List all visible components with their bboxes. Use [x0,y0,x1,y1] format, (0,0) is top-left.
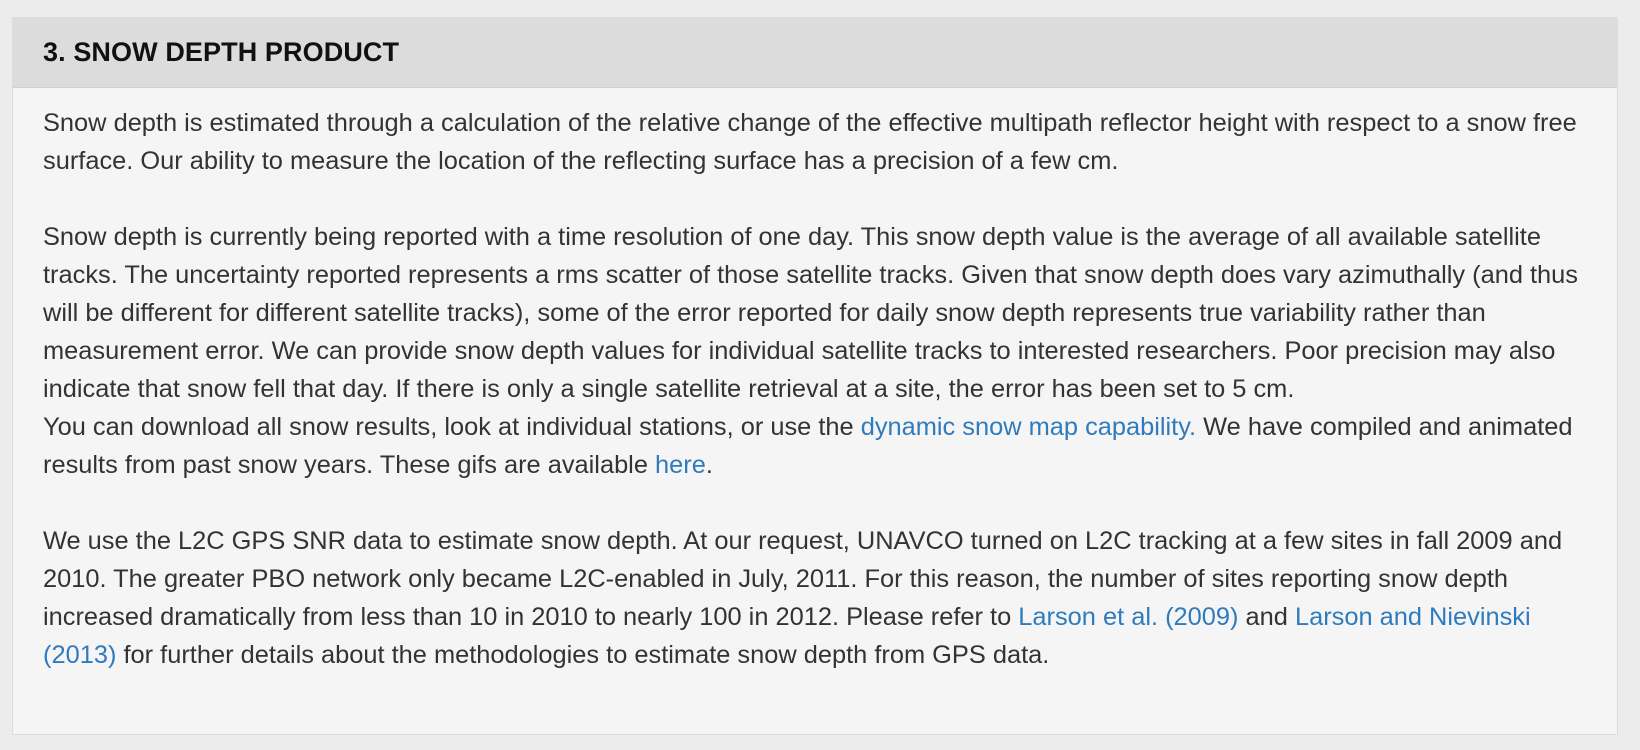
paragraph-download-results [43,408,1597,484]
snow-depth-panel [12,17,1618,735]
paragraph-snow-depth-estimation: Snow depth is estimated through a calculation of the relative change of the effective multipath reflector height with respect to a snow free surface. Our ability to measure the location of the reflecting surface has a precision of a few cm. [43,109,1577,175]
larson-2009-link[interactable]: Larson et al. (2009) [1018,603,1239,631]
panel-body [13,88,1617,674]
larson-nievinski-2013-link[interactable]: Larson and Nievinski (2013) [43,603,1531,669]
dynamic-snow-map-link[interactable]: dynamic snow map capability. [860,413,1197,441]
download-text-after: . [705,451,713,479]
download-text-before: You can download all snow results, look at individual stations, or use the [43,413,861,441]
gifs-here-link[interactable]: here [655,451,706,479]
l2c-text-middle: and [1238,603,1295,631]
panel-header [13,18,1617,88]
l2c-text-after: for further details about the methodologies to estimate snow depth from GPS data. [116,641,1050,669]
paragraph-spacer [43,180,1597,218]
paragraph-l2c-data [43,522,1597,674]
l2c-text-before: We use the L2C GPS SNR data to estimate snow depth. At our request, UNAVCO turned on L2C tracking at a few sites in fall 2009 and 2010. The greater PBO network only became L2C-enabled in July, 2011. For this reason, the number of sites reporting snow depth increased dramatically from less than 10 in 2010 to nearly 100 in 2012. Please refer to [43,527,1563,631]
paragraph-spacer [43,484,1597,522]
download-text-middle: We have compiled and animated results from past snow years. These gifs are available [43,413,1573,479]
paragraph-time-resolution: Snow depth is currently being reported with a time resolution of one day. This snow depth value is the average of all available satellite tracks. The uncertainty reported represents a rms scatter of those satellite tracks. Given that snow depth does vary azimuthally (and thus will be different for different satellite tracks), some of the error reported for daily snow depth represents true variability rather than measurement error. We can provide snow depth values for individual satellite tracks to interested researchers. Poor precision may also indicate that snow fell that day. If there is only a single satellite retrieval at a site, the error has been set to 5 cm. [43,223,1578,403]
section-title: 3. SNOW DEPTH PRODUCT [43,37,400,67]
